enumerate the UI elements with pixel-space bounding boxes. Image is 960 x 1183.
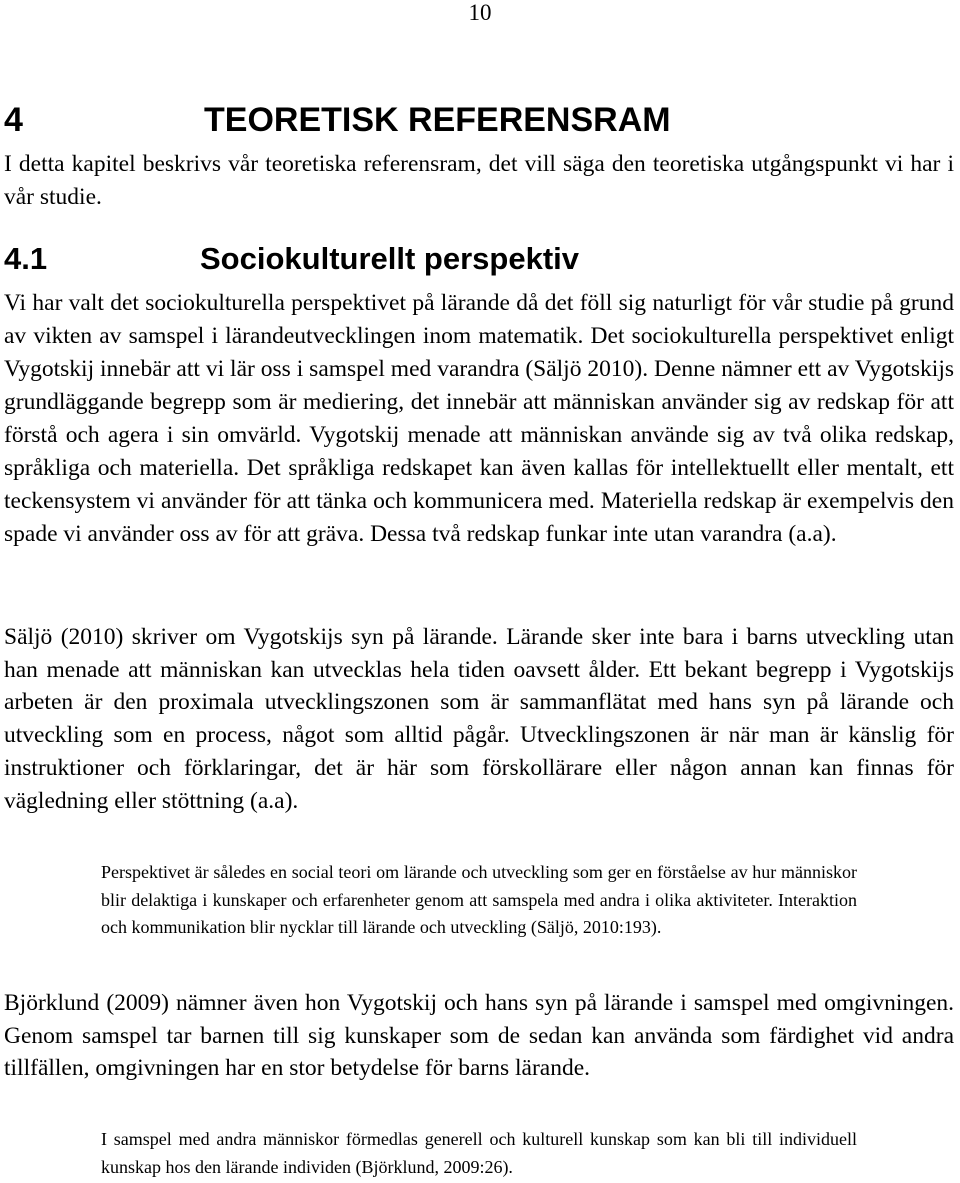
section-title: Sociokulturellt perspektiv <box>200 241 579 276</box>
block-quote: Perspektivet är således en social teori om lärande och utveckling som ger en förståelse av hur människor blir delaktiga i kunskaper och erfarenheter genom att samspela med andra i olika aktiviteter. Interaktion och kommunikation blir nycklar till lärande och utveckling (Säljö, 2010:193). <box>101 862 857 937</box>
section-heading <box>4 239 954 279</box>
chapter-heading <box>4 100 954 140</box>
section-number: 4.1 <box>4 241 48 276</box>
block-quote: I samspel med andra människor förmedlas generell och kulturell kunskap som kan bli till individuell kunskap hos den lärande individen (Björklund, 2009:26). <box>101 1129 857 1177</box>
chapter-title: TEORETISK REFERENSRAM <box>204 101 671 139</box>
body-paragraph: Vi har valt det sociokulturella perspektivet på lärande då det föll sig naturligt för vår studie på grund av vikten av samspel i lärandeutvecklingen inom matematik. Det sociokulturella perspektivet enligt Vygotskij innebär att vi lär oss i samspel med varandra (Säljö 2010). Denne nämner ett av Vygotskijs grundläggande begrepp som är mediering, det innebär att människan använder sig av redskap för att förstå och agera i sin omvärld. Vygotskij menade att människan använde sig av två olika redskap, språkliga och materiella. Det språkliga redskapet kan även kallas för intellektuellt eller mentalt, ett teckensystem vi använder för att tänka och kommunicera med. Materiella redskap är exempelvis den spade vi använder oss av för att gräva. Dessa två redskap funkar inte utan varandra (a.a). <box>4 290 954 547</box>
body-paragraph: Björklund (2009) nämner även hon Vygotskij och hans syn på lärande i samspel med omgivningen. Genom samspel tar barnen till sig kunskaper som de sedan kan använda som färdighet vid andra tillfällen, omgivningen har en stor betydelse för barns lärande. <box>4 990 954 1081</box>
chapter-number: 4 <box>4 101 23 139</box>
body-paragraph: Säljö (2010) skriver om Vygotskijs syn på lärande. Lärande sker inte bara i barns utveckling utan han menade att människan kan utvecklas hela tiden oavsett ålder. Ett bekant begrepp i Vygotskijs arbeten är den proximala utvecklingszonen som är sammanflätat med hans syn på lärande och utveckling som en process, något som alltid pågår. Utvecklingszonen är när man är känslig för instruktioner och förklaringar, det är här som förskollärare eller någon annan kan finnas för vägledning eller stöttning (a.a). <box>4 624 954 814</box>
chapter-intro: I detta kapitel beskrivs vår teoretiska referensram, det vill säga den teoretiska utgångspunkt vi har i vår studie. <box>4 151 954 210</box>
page-number: 10 <box>468 0 492 25</box>
